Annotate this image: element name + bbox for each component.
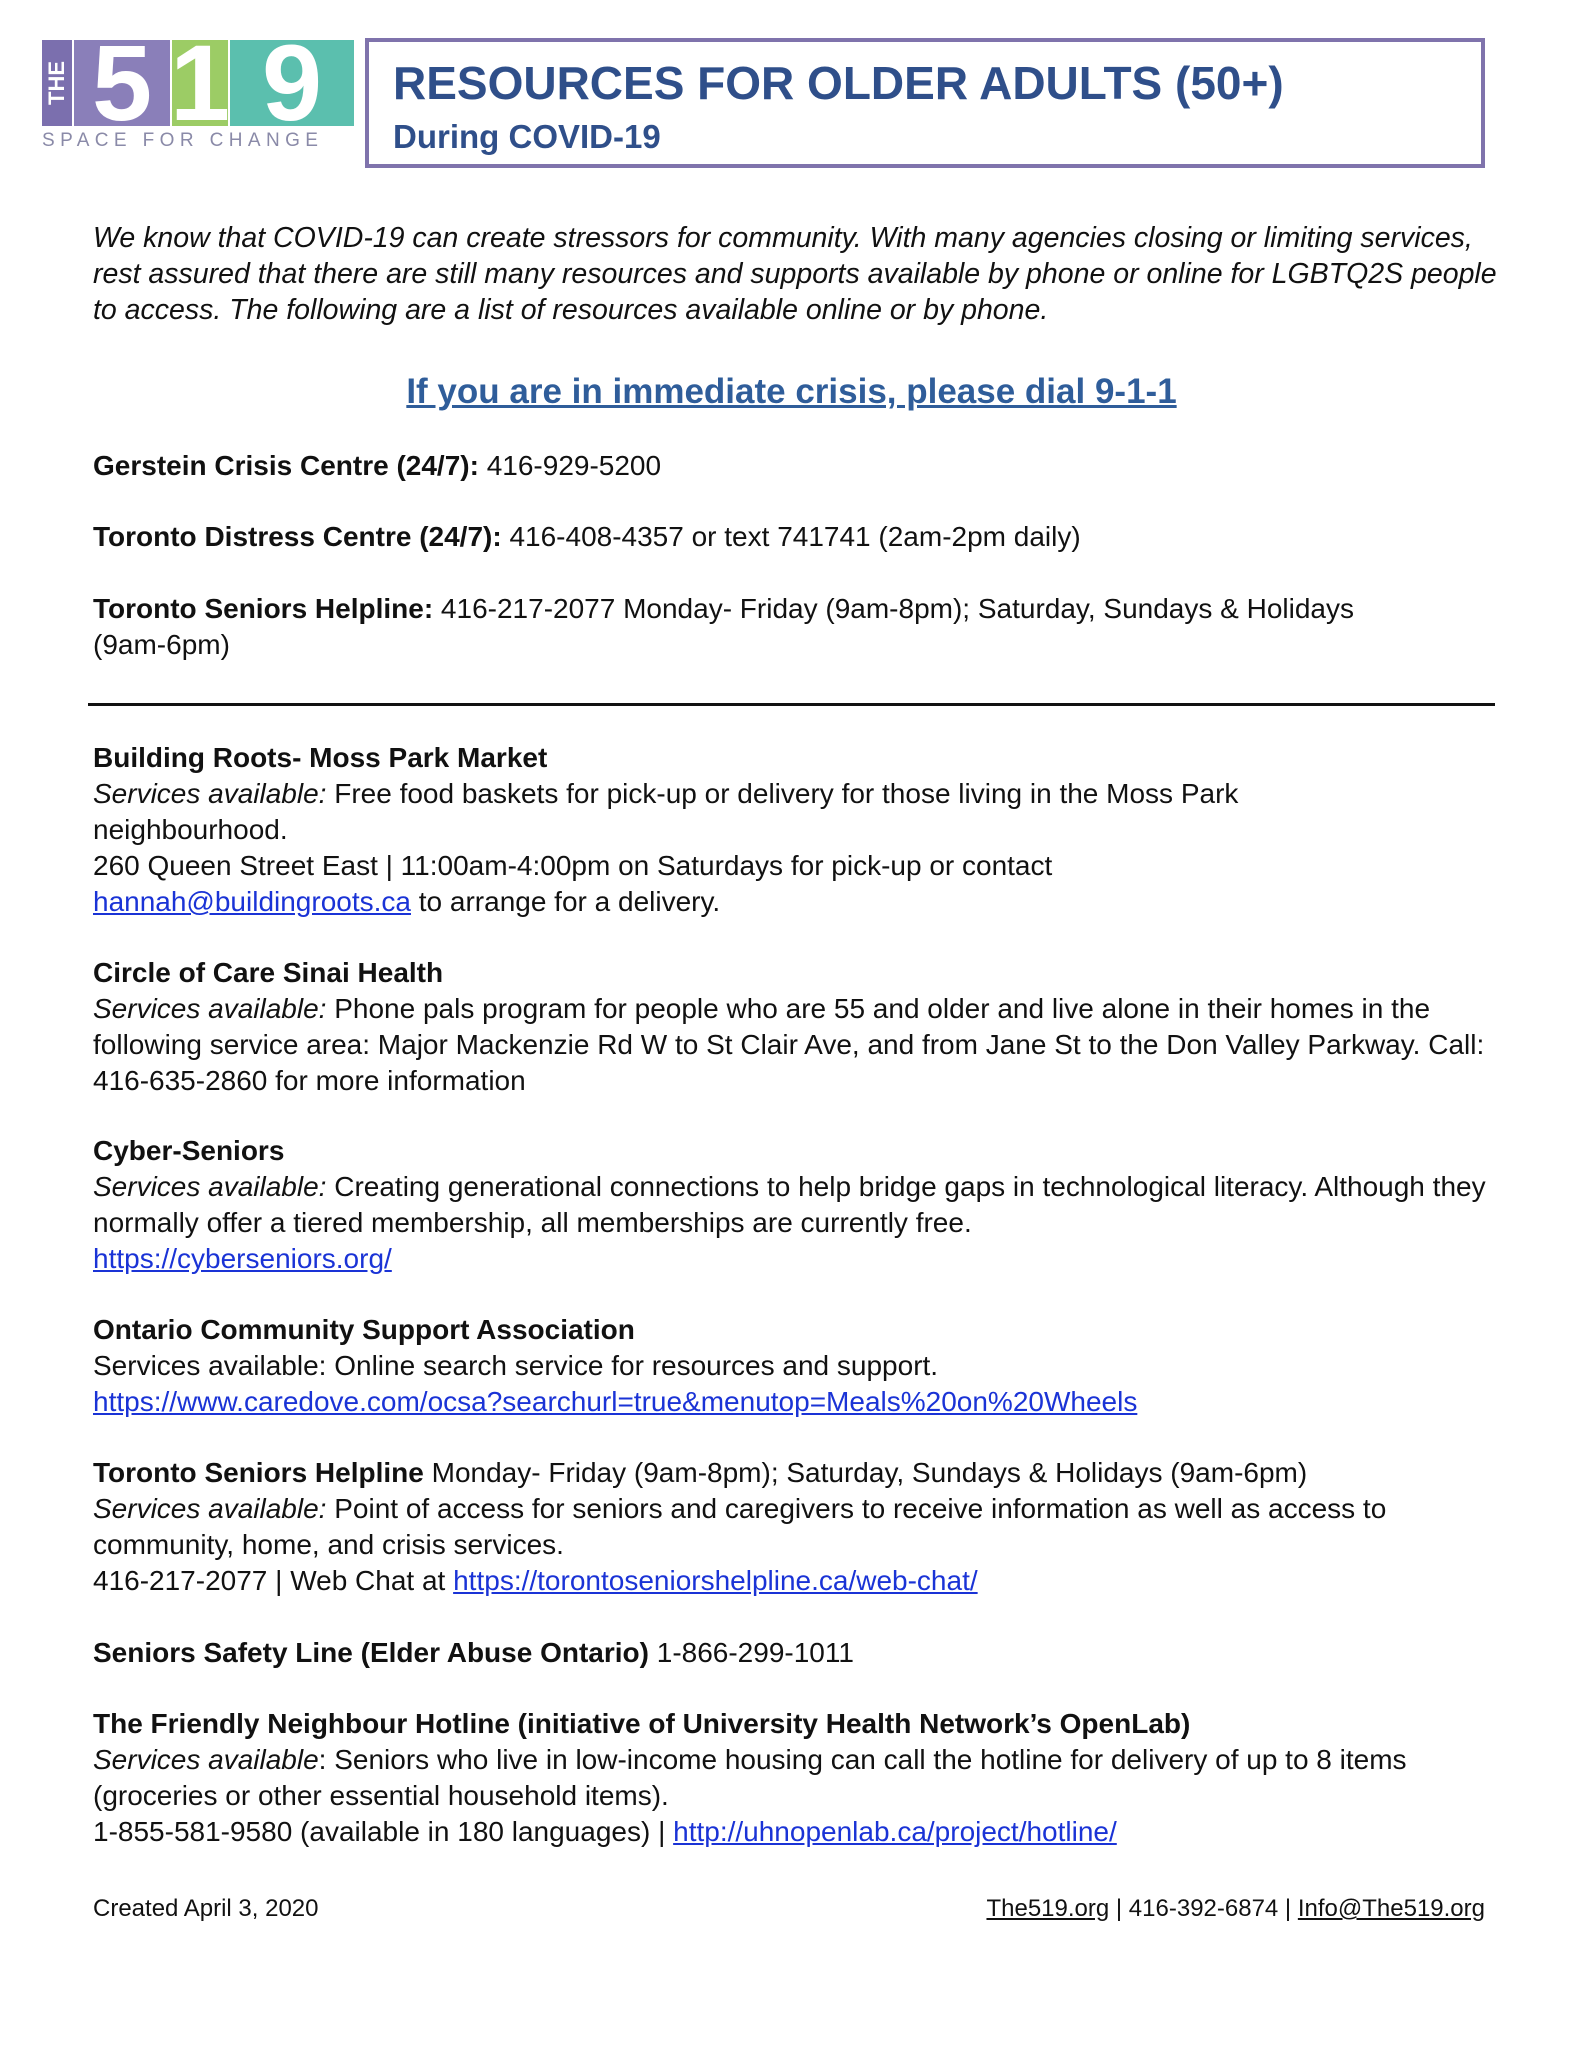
services-label: Services available:	[93, 1493, 327, 1524]
resource-phone: 1-866-299-1011	[648, 1637, 854, 1668]
crisis-heading[interactable]: If you are in immediate crisis, please dial 9-1-1	[406, 372, 1177, 411]
logo-digit-1: 1	[169, 40, 231, 130]
resource-contact	[93, 1814, 1513, 1850]
website-link[interactable]: http://uhnopenlab.ca/project/hotline/	[673, 1816, 1117, 1847]
hotline-distress	[93, 519, 1513, 555]
resource-contact	[93, 1563, 1513, 1599]
logo-mark	[42, 40, 354, 130]
hotline-detail: 416-217-2077 Monday- Friday (9am-8pm); Saturday, Sundays & Holidays (9am-6pm)	[93, 593, 1354, 660]
resource-name: Building Roots- Moss Park Market	[93, 742, 548, 773]
resource-name: Cyber-Seniors	[93, 1135, 285, 1166]
services-label: Services available:	[93, 1171, 327, 1202]
services-label: Services available:	[93, 993, 327, 1024]
website-link[interactable]: https://www.caredove.com/ocsa?searchurl=true&menutop=Meals%20on%20Wheels	[93, 1386, 1138, 1417]
resource-safety-line	[93, 1635, 1513, 1671]
resource-name: Seniors Safety Line (Elder Abuse Ontario)	[93, 1637, 649, 1668]
services-text: Free food baskets for pick-up or delivery for those living in the Moss Park neighbourhood.	[93, 778, 1239, 845]
contact-prefix: 416-217-2077 | Web Chat at	[93, 1565, 454, 1596]
hotline-detail: 416-929-5200	[478, 450, 662, 481]
services-text: : Seniors who live in low-income housing can call the hotline for delivery of up to 8 items (groceries or other essential household items).	[93, 1744, 1407, 1811]
resource-services	[93, 1169, 1513, 1241]
hotline-seniors	[93, 591, 1423, 663]
contact-prefix: 1-855-581-9580 (available in 180 languages) |	[93, 1816, 674, 1847]
footer-created: Created April 3, 2020	[93, 1895, 319, 1922]
footer-contact	[986, 1895, 1485, 1923]
email-link[interactable]: hannah@buildingroots.ca	[93, 886, 411, 917]
resource-seniors-helpline	[93, 1455, 1513, 1599]
resource-services	[93, 1491, 1513, 1563]
resource-heading	[93, 1455, 1513, 1491]
hotline-name: Toronto Seniors Helpline:	[93, 593, 434, 624]
resource-services: Services available: Online search service for resources and support.	[93, 1350, 939, 1381]
section-divider	[88, 703, 1495, 706]
logo-tagline: SPACE FOR CHANGE	[42, 130, 324, 151]
logo-digit-9: 9	[261, 40, 323, 130]
resource-name: Toronto Seniors Helpline	[93, 1457, 424, 1488]
intro-paragraph: We know that COVID-19 can create stressors for community. With many agencies closing or limiting services, rest assured that there are still many resources and supports available by phone or online for LGBTQ2S people to access. The following are a list of resources available online or by phone.	[93, 222, 1497, 326]
hotline-name: Toronto Distress Centre (24/7):	[93, 521, 502, 552]
services-text: Creating generational connections to help bridge gaps in technological literacy. Although they normally offer a tiered membership, all memberships are currently free.	[93, 1171, 1486, 1238]
services-label: Services available	[93, 1744, 319, 1775]
resource-name: The Friendly Neighbour Hotline (initiative of University Health Network’s OpenLab)	[93, 1708, 1191, 1739]
webchat-link[interactable]: https://torontoseniorshelpline.ca/web-chat/	[453, 1565, 978, 1596]
hotline-name: Gerstein Crisis Centre (24/7):	[93, 450, 479, 481]
resource-circle-of-care	[93, 955, 1513, 1099]
resource-services	[93, 991, 1513, 1099]
resource-contact	[93, 884, 1433, 920]
website-link[interactable]: https://cyberseniors.org/	[93, 1243, 392, 1274]
email-suffix: to arrange for a delivery.	[410, 886, 721, 917]
resource-cyber-seniors	[93, 1133, 1513, 1277]
the519-logo	[42, 40, 354, 160]
hotline-gerstein	[93, 448, 1513, 484]
title-box	[365, 38, 1485, 168]
services-text: Point of access for seniors and caregivers to receive information as well as access to community, home, and crisis services.	[93, 1493, 1387, 1560]
resource-name: Ontario Community Support Association	[93, 1314, 635, 1345]
services-label: Services available:	[93, 778, 327, 809]
resource-name: Circle of Care Sinai Health	[93, 957, 444, 988]
resource-services	[93, 776, 1433, 848]
page-subtitle: During COVID-19	[393, 118, 661, 155]
logo-digit-5: 5	[91, 40, 153, 130]
resource-ocsa	[93, 1312, 1513, 1420]
footer-email-link[interactable]: Info@The519.org	[1297, 1895, 1485, 1922]
resource-address: 260 Queen Street East | 11:00am-4:00pm on Saturdays for pick-up or contact	[93, 850, 1053, 881]
logo-the: THE	[44, 61, 69, 105]
hotline-detail: 416-408-4357 or text 741741 (2am-2pm daily)	[501, 521, 1081, 552]
resource-hours: Monday- Friday (9am-8pm); Saturday, Sundays & Holidays (9am-6pm)	[423, 1457, 1308, 1488]
resource-services	[93, 1742, 1513, 1814]
resource-building-roots	[93, 740, 1433, 920]
page-title: RESOURCES FOR OLDER ADULTS (50+)	[393, 57, 1284, 109]
resource-friendly-neighbour	[93, 1706, 1513, 1850]
services-text: Phone pals program for people who are 55 and older and live alone in their homes in the following service area: Major Mackenzie Rd W to St Clair Ave, and from Jane St to the Don Valley Parkway. Call: 416-635-2860 for more information	[93, 993, 1485, 1096]
footer-site-link[interactable]: The519.org	[986, 1895, 1110, 1922]
footer-separator: | 416-392-6874 |	[1109, 1895, 1298, 1922]
